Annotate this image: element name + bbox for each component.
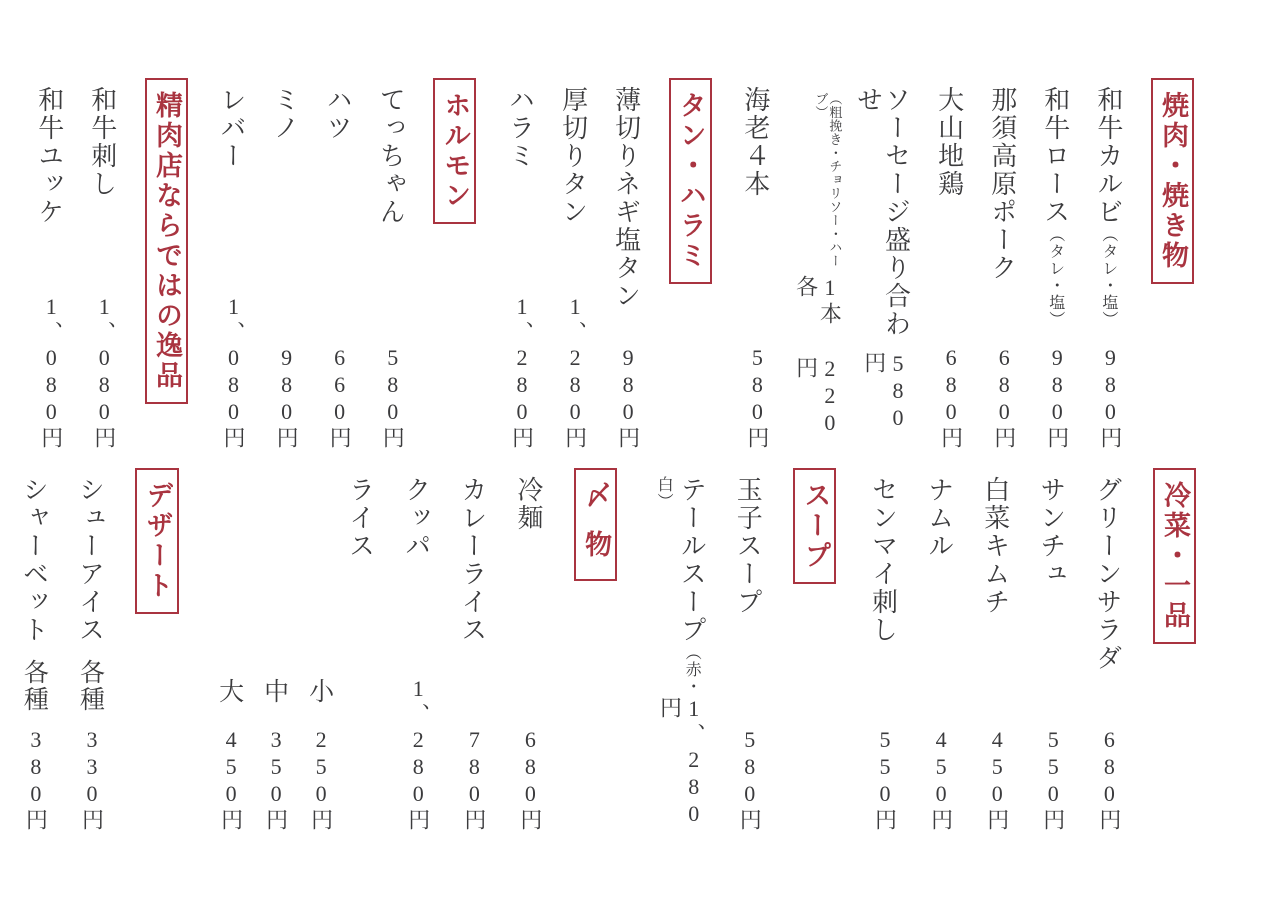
- menu-item-shu-ice: [75, 468, 103, 832]
- menu-item-wagyu-karubi: [1094, 78, 1122, 450]
- menu-item-curry-rice: [458, 468, 486, 832]
- item-name: 玉子スープ: [733, 476, 763, 616]
- menu-item-nasu-pork: [988, 78, 1016, 450]
- section-title-soup: [793, 468, 836, 584]
- item-name: センマイ刺し: [868, 476, 898, 644]
- item-price: 1、280円: [509, 294, 535, 450]
- section-title-text: スープ: [800, 481, 831, 571]
- item-price: 380円: [23, 727, 49, 832]
- rice-size-large: [211, 468, 247, 832]
- section-title-text: デザート: [142, 481, 173, 601]
- menu-item-tail-soup: [649, 468, 705, 832]
- menu-item-sausage: [794, 78, 910, 450]
- per-piece-price: [794, 275, 842, 450]
- item-note: （赤・白）: [655, 476, 701, 695]
- section-title-seinikuten: [145, 78, 188, 404]
- item-name: 那須高原ポーク: [987, 86, 1017, 282]
- size-label: 中: [260, 678, 288, 705]
- item-price: 1、080円: [91, 294, 117, 450]
- menu-item-reimen: [514, 468, 542, 832]
- item-price: 980円: [615, 345, 641, 450]
- item-price: 980円: [1097, 345, 1123, 450]
- section-title-text: 精肉店ならではの逸品: [151, 91, 182, 391]
- item-price: 250円: [308, 727, 334, 832]
- item-price-group: [19, 659, 47, 832]
- rice-size-medium: [256, 468, 292, 832]
- item-price: 580円: [861, 350, 911, 432]
- item-price: 680円: [938, 345, 964, 450]
- item-name: ソーセージ盛り合わせ: [853, 86, 911, 338]
- item-price: 580円: [737, 727, 763, 832]
- item-price: 1、080円: [221, 294, 247, 450]
- item-name: 厚切りタン: [558, 86, 588, 226]
- item-price: 780円: [461, 727, 487, 832]
- menu-item-tamago-soup: [733, 468, 761, 832]
- section-title-text: 〆物: [581, 481, 612, 579]
- item-name: ナムル: [924, 476, 954, 560]
- item-name: 和牛ユッケ: [34, 86, 64, 226]
- item-name: サンチュ: [1036, 476, 1066, 588]
- item-name: ミノ: [270, 86, 300, 142]
- rice-name-column: [346, 468, 374, 832]
- item-name: 大山地鶏: [934, 86, 964, 198]
- menu-item-wagyu-rosu: [1041, 78, 1069, 450]
- item-name: ハツ: [323, 86, 353, 142]
- item-price: 1、280円: [657, 696, 707, 829]
- item-name: 冷麺: [513, 476, 543, 532]
- item-name: 和牛刺し: [87, 86, 117, 198]
- item-price: 980円: [1044, 345, 1070, 450]
- qty-label: 各種: [20, 659, 48, 713]
- menu-item-hatsu: [323, 78, 351, 450]
- item-name: レバー: [217, 86, 247, 170]
- item-note: （タレ・塩）: [1046, 226, 1064, 328]
- menu-item-harami: [505, 78, 533, 450]
- section-title-horumon: [433, 78, 476, 224]
- qty-label: 各種: [76, 659, 104, 713]
- item-name: カレーライス: [457, 476, 487, 644]
- section-title-reisai: [1153, 468, 1196, 644]
- menu-item-daisen-jidori: [935, 78, 963, 450]
- size-label: 小: [305, 678, 333, 705]
- item-price: 550円: [872, 727, 898, 832]
- item-price: 680円: [1096, 727, 1122, 832]
- menu-item-wagyu-sashi: [88, 78, 116, 450]
- item-name: クッパ: [401, 476, 431, 560]
- item-price: 980円: [274, 345, 300, 450]
- item-name: グリーンサラダ: [1092, 476, 1122, 672]
- item-price: 1、080円: [38, 294, 64, 450]
- item-name: 白菜キムチ: [980, 476, 1010, 616]
- item-note: （タレ・塩）: [1099, 226, 1117, 328]
- menu-item-hakusai-kimchi: [981, 468, 1009, 832]
- sausage-annotation-column: [794, 78, 842, 450]
- item-price: 680円: [517, 727, 543, 832]
- menu-item-green-salad: [1093, 468, 1121, 832]
- item-name: ハラミ: [505, 86, 535, 170]
- per-piece-label: 1本各: [793, 274, 843, 326]
- section-title-text: 冷菜・一品: [1160, 481, 1190, 631]
- item-name: 和牛ロース（タレ・塩）: [1040, 86, 1070, 328]
- menu-band-bottom: [19, 468, 1200, 832]
- rice-size-small: [301, 468, 337, 832]
- menu-item-rice: [211, 468, 374, 832]
- item-price-group: [75, 659, 103, 832]
- item-price: 550円: [1040, 727, 1066, 832]
- menu-band-top: [35, 78, 1198, 450]
- menu-item-atsugiri-tan: [558, 78, 586, 450]
- section-title-tan-harami: [669, 78, 712, 284]
- item-name: シューアイス: [75, 476, 105, 644]
- section-title-yakiniku: [1151, 78, 1194, 284]
- section-title-shime: [574, 468, 617, 581]
- item-price: 350円: [263, 727, 289, 832]
- item-name: 海老４本: [740, 86, 770, 198]
- section-title-text: タン・ハラミ: [675, 91, 706, 271]
- item-note: （粗挽き・チョリソー・ハーブ）: [813, 92, 843, 268]
- sausage-main-column: [853, 78, 909, 450]
- section-title-dessert: [135, 468, 178, 614]
- menu-item-tetchan: [376, 78, 404, 450]
- per-piece-amount: 220円: [793, 355, 843, 437]
- menu-item-reba: [217, 78, 245, 450]
- menu-item-namuru: [925, 468, 953, 832]
- item-name: テールスープ（赤・白）: [655, 476, 707, 695]
- section-title-text: ホルモン: [440, 91, 471, 211]
- item-name: シャーベット: [19, 476, 49, 644]
- item-price: 1、280円: [562, 294, 588, 450]
- menu-item-mino: [270, 78, 298, 450]
- item-price: 450円: [928, 727, 954, 832]
- item-name: 和牛カルビ（タレ・塩）: [1093, 86, 1123, 328]
- item-price: 580円: [380, 345, 406, 450]
- item-name: 薄切りネギ塩タン: [611, 86, 641, 310]
- item-price: 680円: [991, 345, 1017, 450]
- menu-item-negishio-tan: [612, 78, 640, 450]
- menu-item-ebi: [741, 78, 769, 450]
- menu-item-wagyu-yukke: [35, 78, 63, 450]
- item-name: てっちゃん: [376, 86, 406, 226]
- menu-item-kuppa: [402, 468, 430, 832]
- item-price: 330円: [79, 727, 105, 832]
- item-price: 660円: [327, 345, 353, 450]
- size-label: 大: [215, 678, 243, 705]
- section-title-text: 焼肉・焼き物: [1158, 91, 1188, 271]
- item-name: ライス: [345, 476, 375, 560]
- item-price: 450円: [218, 727, 244, 832]
- menu-item-sanchu: [1037, 468, 1065, 832]
- menu-item-senmai-sashi: [868, 468, 896, 832]
- item-price: 1、280円: [405, 676, 431, 832]
- item-price: 580円: [744, 345, 770, 450]
- item-price: 450円: [984, 727, 1010, 832]
- menu-item-sherbet: [19, 468, 47, 832]
